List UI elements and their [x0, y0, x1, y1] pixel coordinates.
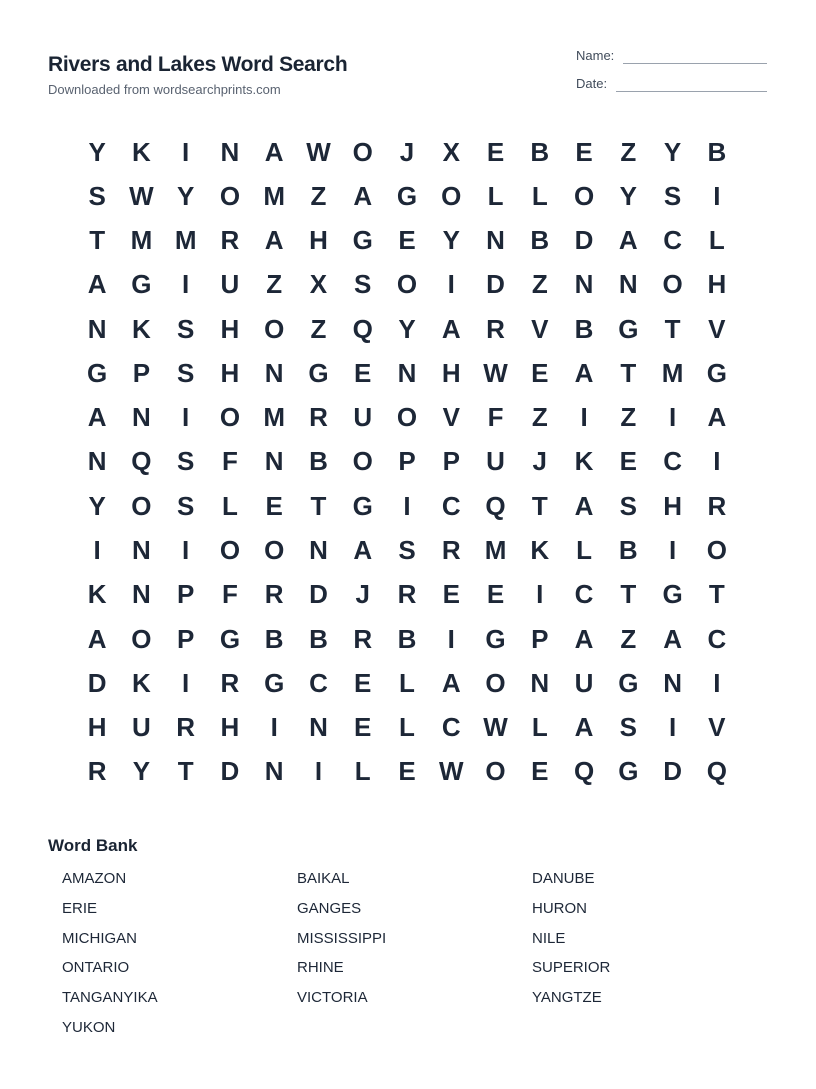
grid-letter: T — [708, 579, 725, 610]
grid-letter: G — [662, 579, 683, 610]
grid-letter: J — [399, 136, 415, 167]
grid-letter: T — [89, 225, 106, 256]
grid-letter: S — [354, 269, 372, 300]
grid-letter: W — [483, 712, 508, 743]
grid-letter: G — [706, 357, 727, 388]
grid-letter: I — [447, 269, 455, 300]
grid-letter: N — [309, 712, 328, 743]
word-bank-heading: Word Bank — [48, 836, 138, 855]
grid-letter: Z — [620, 402, 637, 433]
grid-letter: B — [264, 623, 284, 654]
grid-letter: Q — [352, 313, 373, 344]
grid-letter: A — [264, 136, 284, 167]
grid-letter: I — [93, 535, 101, 566]
grid-letter: L — [399, 712, 415, 743]
grid-letter: G — [618, 313, 639, 344]
grid-letter: Y — [88, 136, 106, 167]
grid-letter: I — [668, 402, 677, 433]
grid-letter: Y — [176, 180, 195, 211]
grid-letter: H — [220, 313, 240, 344]
grid-letter: N — [264, 446, 284, 477]
grid-letter: N — [87, 313, 107, 344]
grid-letter: H — [220, 357, 240, 388]
grid-letter: N — [309, 535, 328, 566]
grid-letter: P — [531, 623, 549, 654]
word-bank-word: MISSISSIPPI — [297, 929, 387, 947]
grid-letter: G — [485, 623, 506, 654]
grid-letter: N — [132, 402, 151, 433]
grid-letter: K — [574, 446, 594, 477]
grid-letter: I — [182, 136, 190, 167]
grid-letter: I — [713, 446, 721, 477]
grid-letter: T — [177, 756, 194, 787]
grid-letter: I — [447, 623, 455, 654]
grid-letter: E — [398, 756, 416, 787]
grid-letter: Z — [531, 402, 548, 433]
grid-letter: N — [87, 446, 107, 477]
grid-letter: D — [663, 756, 682, 787]
grid-letter: E — [619, 446, 637, 477]
grid-letter: H — [663, 490, 682, 521]
grid-letter: O — [352, 136, 373, 167]
grid-letter: I — [182, 535, 190, 566]
grid-letter: A — [87, 269, 107, 300]
grid-letter: M — [263, 402, 286, 433]
grid-letter: H — [309, 225, 328, 256]
grid-letter: C — [663, 225, 682, 256]
grid-letter: E — [354, 712, 372, 743]
grid-letter: U — [574, 667, 594, 698]
grid-letter: E — [442, 579, 460, 610]
grid-letter: S — [176, 313, 195, 344]
grid-letter: G — [131, 269, 152, 300]
grid-letter: B — [309, 623, 328, 654]
grid-letter: B — [530, 225, 550, 256]
word-bank-word: AMAZON — [62, 870, 127, 888]
grid-letter: A — [264, 225, 284, 256]
grid-letter: L — [487, 180, 504, 211]
grid-letter: A — [707, 402, 727, 433]
grid-letter: J — [355, 579, 370, 610]
word-bank-column — [297, 864, 532, 1042]
grid-letter: V — [708, 712, 726, 743]
grid-letter: R — [486, 313, 505, 344]
grid-letter: N — [663, 667, 682, 698]
grid-letter: L — [354, 756, 371, 787]
grid-letter: A — [574, 357, 594, 388]
grid-letter: Q — [706, 756, 727, 787]
grid-letter: O — [573, 180, 595, 211]
grid-letter: A — [574, 712, 594, 743]
grid-letter: T — [310, 490, 327, 521]
grid-letter: I — [403, 490, 411, 521]
grid-letter: C — [441, 712, 461, 743]
word-bank-word: BAIKAL — [297, 870, 350, 888]
grid-letter: G — [396, 180, 418, 211]
grid-letter: R — [397, 579, 417, 610]
grid-letter: Z — [310, 180, 327, 211]
grid-letter: S — [663, 180, 682, 211]
grid-letter: K — [132, 667, 151, 698]
grid-letter: I — [536, 579, 544, 610]
grid-letter: D — [574, 225, 594, 256]
word-bank-word: NILE — [532, 929, 566, 947]
grid-letter: K — [87, 579, 107, 610]
grid-letter: R — [176, 712, 196, 743]
grid-letter: B — [530, 136, 550, 167]
grid-letter: S — [88, 180, 106, 211]
grid-letter: I — [668, 535, 677, 566]
grid-letter: O — [131, 490, 152, 521]
word-bank-word: MICHIGAN — [62, 929, 137, 947]
word-bank-word: YUKON — [62, 1018, 116, 1036]
grid-letter: R — [264, 579, 284, 610]
grid-letter: I — [270, 712, 278, 743]
grid-letter: O — [264, 313, 285, 344]
grid-letter: E — [354, 667, 372, 698]
date-blank-line — [616, 79, 767, 92]
grid-letter: J — [532, 446, 548, 477]
grid-letter: M — [174, 225, 197, 256]
grid-letter: F — [221, 579, 238, 610]
grid-letter: A — [618, 225, 638, 256]
grid-letter: O — [706, 535, 727, 566]
name-field-row — [576, 48, 767, 64]
name-date-fields — [576, 48, 767, 104]
grid-letter: A — [87, 402, 107, 433]
word-bank-word: TANGANYIKA — [62, 989, 158, 1007]
page-subtitle: Downloaded from wordsearchprints.com — [48, 82, 281, 97]
grid-letter: A — [663, 623, 682, 654]
grid-letter: O — [485, 756, 506, 787]
word-bank-word: ERIE — [62, 900, 98, 918]
grid-letter: O — [662, 269, 683, 300]
grid-letter: C — [574, 579, 594, 610]
grid-letter: Y — [398, 313, 416, 344]
grid-letter: I — [314, 756, 323, 787]
grid-letter: G — [308, 357, 329, 388]
grid-letter: I — [182, 667, 190, 698]
grid-letter: N — [264, 357, 284, 388]
grid-letter: G — [352, 225, 373, 256]
grid-letter: W — [129, 180, 154, 211]
word-bank-word: ONTARIO — [62, 959, 130, 977]
grid-letter: L — [531, 180, 548, 211]
grid-letter: O — [352, 446, 373, 477]
name-label: Name: — [576, 48, 615, 63]
grid-letter: S — [619, 490, 637, 521]
grid-letter: E — [265, 490, 283, 521]
grid-letter: B — [309, 446, 328, 477]
grid-letter: Z — [620, 623, 637, 654]
grid-letter: I — [580, 402, 588, 433]
grid-letter: Z — [531, 269, 548, 300]
grid-letter: B — [397, 623, 417, 654]
page-title: Rivers and Lakes Word Search — [48, 53, 348, 76]
grid-letter: L — [399, 667, 415, 698]
grid-letter: L — [708, 225, 725, 256]
grid-letter: B — [618, 535, 638, 566]
grid-letter: U — [486, 446, 505, 477]
grid-letter: K — [132, 313, 151, 344]
grid-letter: B — [707, 136, 727, 167]
grid-letter: O — [396, 402, 418, 433]
grid-letter: H — [220, 712, 240, 743]
grid-letter: O — [219, 180, 241, 211]
grid-letter: X — [442, 136, 460, 167]
grid-letter: Z — [266, 269, 283, 300]
grid-letter: Y — [619, 180, 637, 211]
grid-letter: X — [309, 269, 328, 300]
grid-letter: R — [707, 490, 727, 521]
grid-letter: V — [708, 313, 726, 344]
grid-letter: R — [353, 623, 373, 654]
word-bank-word: YANGTZE — [532, 989, 602, 1007]
grid-letter: T — [664, 313, 681, 344]
grid-letter: A — [87, 623, 107, 654]
grid-letter: T — [531, 490, 548, 521]
grid-letter: N — [486, 225, 505, 256]
grid-letter: N — [574, 269, 594, 300]
grid-letter: W — [438, 756, 464, 787]
grid-letter: G — [219, 623, 241, 654]
grid-letter: P — [176, 579, 195, 610]
grid-letter: A — [574, 490, 594, 521]
grid-letter: H — [87, 712, 107, 743]
grid-letter: P — [132, 357, 151, 388]
grid-letter: G — [618, 756, 639, 787]
grid-letter: E — [575, 136, 593, 167]
grid-letter: P — [176, 623, 195, 654]
grid-letter: R — [220, 225, 240, 256]
grid-letter: F — [221, 446, 238, 477]
grid-letter: Q — [485, 490, 506, 521]
grid-letter: C — [309, 667, 328, 698]
grid-letter: O — [219, 402, 241, 433]
grid-letter: T — [620, 579, 637, 610]
grid-letter: E — [354, 357, 372, 388]
grid-letter: N — [132, 579, 151, 610]
grid-letter: G — [352, 490, 373, 521]
grid-letter: S — [176, 357, 195, 388]
grid-letter: G — [264, 667, 285, 698]
grid-letter: S — [619, 712, 637, 743]
grid-letter: N — [618, 269, 638, 300]
grid-letter: A — [441, 667, 461, 698]
grid-letter: C — [707, 623, 727, 654]
grid-letter: Z — [620, 136, 637, 167]
grid-letter: E — [531, 357, 549, 388]
grid-letter: G — [618, 667, 639, 698]
letter-grid — [75, 130, 739, 794]
grid-letter: K — [132, 136, 151, 167]
word-bank-word: VICTORIA — [297, 989, 368, 1007]
grid-letter: H — [441, 357, 461, 388]
grid-letter: M — [661, 357, 684, 388]
grid-letter: A — [441, 313, 461, 344]
grid-letter: O — [131, 623, 152, 654]
grid-letter: O — [219, 535, 241, 566]
grid-letter: U — [220, 269, 240, 300]
grid-letter: N — [397, 357, 417, 388]
grid-letter: O — [441, 180, 462, 211]
grid-letter: E — [398, 225, 416, 256]
grid-letter: D — [220, 756, 240, 787]
grid-letter: Y — [663, 136, 682, 167]
grid-letter: W — [483, 357, 508, 388]
grid-letter: H — [707, 269, 727, 300]
grid-letter: V — [442, 402, 460, 433]
date-label: Date: — [576, 76, 608, 91]
grid-letter: V — [531, 313, 549, 344]
grid-letter: M — [263, 180, 286, 211]
grid-letter: E — [486, 136, 505, 167]
grid-letter: P — [398, 446, 416, 477]
grid-letter: A — [353, 535, 373, 566]
grid-letter: O — [485, 667, 506, 698]
grid-letter: L — [531, 712, 548, 743]
grid-letter: C — [441, 490, 461, 521]
grid-letter: U — [132, 712, 151, 743]
grid-letter: S — [176, 446, 195, 477]
grid-letter: R — [441, 535, 461, 566]
grid-letter: L — [576, 535, 592, 566]
grid-letter: N — [132, 535, 151, 566]
grid-letter: Q — [131, 446, 152, 477]
grid-letter: A — [353, 180, 373, 211]
name-blank-line — [623, 51, 767, 64]
grid-letter: R — [87, 756, 107, 787]
grid-letter: B — [574, 313, 594, 344]
grid-letter: K — [530, 535, 550, 566]
grid-letter: N — [220, 136, 240, 167]
grid-letter: R — [220, 667, 240, 698]
word-bank-column — [62, 864, 297, 1042]
grid-letter: D — [87, 667, 107, 698]
grid-letter: R — [309, 402, 328, 433]
word-bank-columns — [62, 864, 767, 1042]
grid-letter: U — [353, 402, 373, 433]
grid-letter: E — [486, 579, 505, 610]
grid-letter: I — [668, 712, 677, 743]
grid-letter: I — [713, 667, 721, 698]
grid-letter: Y — [88, 490, 106, 521]
word-bank-word: RHINE — [297, 959, 344, 977]
grid-letter: W — [306, 136, 331, 167]
grid-letter: A — [574, 623, 594, 654]
grid-letter: C — [663, 446, 682, 477]
grid-letter: Q — [573, 756, 595, 787]
grid-letter: O — [396, 269, 418, 300]
grid-letter: M — [130, 225, 153, 256]
grid-letter: T — [620, 357, 637, 388]
word-bank-word: GANGES — [297, 900, 362, 918]
grid-letter: Y — [132, 756, 151, 787]
word-bank-column — [532, 864, 767, 1042]
grid-letter: N — [530, 667, 550, 698]
grid-letter: S — [398, 535, 416, 566]
grid-letter: I — [713, 180, 721, 211]
grid-letter: E — [531, 756, 549, 787]
grid-letter: G — [87, 357, 108, 388]
grid-letter: D — [309, 579, 328, 610]
grid-letter: D — [486, 269, 505, 300]
grid-letter: S — [176, 490, 195, 521]
grid-letter: O — [264, 535, 285, 566]
grid-letter: I — [182, 402, 190, 433]
grid-letter: P — [442, 446, 460, 477]
grid-letter: F — [487, 402, 504, 433]
word-bank-word: SUPERIOR — [532, 959, 611, 977]
grid-letter: Y — [442, 225, 460, 256]
grid-letter: N — [264, 756, 284, 787]
word-bank-word: DANUBE — [532, 870, 595, 888]
grid-letter: L — [221, 490, 238, 521]
word-bank-word: HURON — [532, 900, 587, 918]
grid-letter: I — [182, 269, 190, 300]
grid-letter: M — [484, 535, 507, 566]
date-field-row — [576, 76, 767, 92]
grid-letter: Z — [310, 313, 327, 344]
